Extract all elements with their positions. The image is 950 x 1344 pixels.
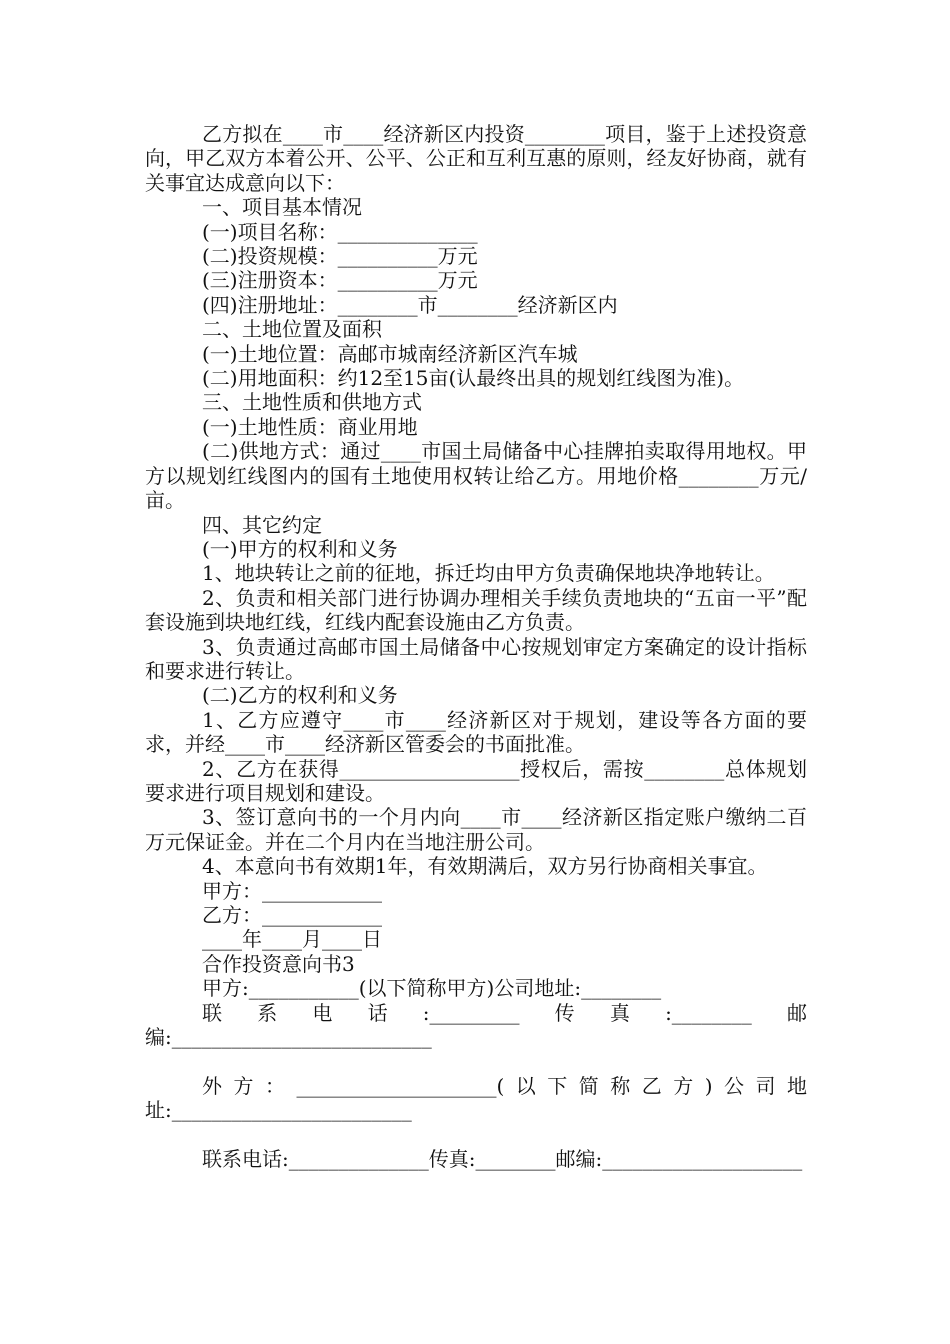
document-paragraph-p04: (二)投资规模：__________万元 [202,244,478,269]
document-paragraph-p12: (二)供地方式：通过____市国土局储备中心挂牌拍卖取得用地权。甲方以规划红线图内的国有土地使用权转让给乙方。用地价格________万元/亩。 [145,439,807,513]
document-paragraph-p16: 2、负责和相关部门进行协调办理相关手续负责地块的“五亩一平”配套设施到块地红线，红线内配套设施由乙方负责。 [145,585,807,635]
document-paragraph-p26: 合作投资意向书3 [202,951,355,976]
document-paragraph-p07: 二、土地位置及面积 [202,317,382,342]
document-paragraph-p21: 3、签订意向书的一个月内向____市____经济新区指定账户缴纳二百万元保证金。并在二个月内在当地注册公司。 [145,805,807,854]
document-paragraph-p20: 2、乙方在获得__________________授权后，需按________总体规划要求进行项目规划和建设。 [145,756,807,805]
document-paragraph-p23: 甲方：____________ [202,878,382,903]
document-paragraph-p06: (四)注册地址：________市________经济新区内 [202,292,618,317]
document-paragraph-p13: 四、其它约定 [202,512,322,537]
document-paragraph-p30: 外方：____________________(以下简称乙方)公司地址:________________________ [145,1073,807,1123]
document-paragraph-p15: 1、地块转让之前的征地，拆迁均由甲方负责确保地块净地转让。 [202,561,775,586]
document-paragraph-p27: 甲方:___________(以下简称甲方)公司地址:________ [202,976,662,1001]
document-paragraph-p32: 联系电话:______________传真:________邮编:____________________ [202,1147,803,1172]
document-paragraph-p09: (二)用地面积：约12至15亩(认最终出具的规划红线图为准)。 [202,366,745,391]
document-paragraph-p01: 乙方拟在____市____经济新区内投资________项目，鉴于上述投资意向，甲乙双方本着公开、公平、公正和互利互惠的原则，经友好协商，就有关事宜达成意向以下： [145,122,807,195]
document-paragraph-p28: 联系电话:_________传真:________邮编:__________________________ [145,1000,807,1050]
document-paragraph-p18: (二)乙方的权利和义务 [202,683,398,708]
document-paragraph-p05: (三)注册资本：__________万元 [202,268,478,293]
document-paragraph-p22: 4、本意向书有效期1年，有效期满后，双方另行协商相关事宜。 [202,854,768,879]
document-paragraph-p29 [145,1049,807,1073]
document-paragraph-p19: 1、乙方应遵守____市____经济新区对于规划，建设等各方面的要求，并经____市____经济新区管委会的书面批准。 [145,707,807,757]
document-paragraph-p14: (一)甲方的权利和义务 [202,536,398,561]
document-paragraph-p17: 3、负责通过高邮市国土局储备中心按规划审定方案确定的设计指标和要求进行转让。 [145,634,807,683]
document-page [145,122,807,1171]
document-paragraph-p08: (一)土地位置：高邮市城南经济新区汽车城 [202,341,578,366]
document-paragraph-p11: (一)土地性质：商业用地 [202,414,418,439]
document-paragraph-p10: 三、土地性质和供地方式 [202,390,422,415]
document-paragraph-p31 [145,1123,807,1147]
document-paragraph-p02: 一、项目基本情况 [202,195,362,220]
document-paragraph-p03: (一)项目名称：______________ [202,219,478,244]
document-paragraph-p24: 乙方：____________ [202,903,382,927]
document-paragraph-p25: ____年____月____日 [202,927,382,952]
